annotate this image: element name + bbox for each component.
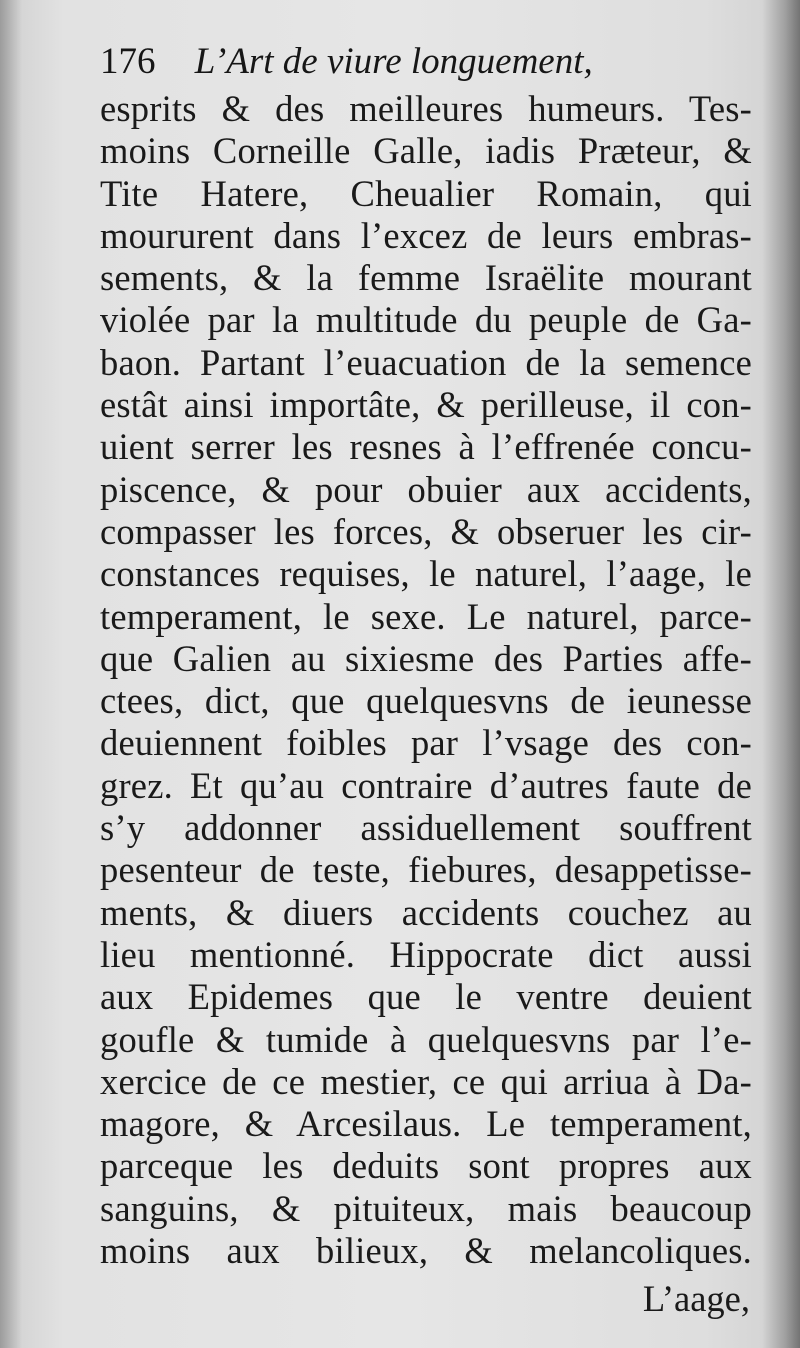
text-line: s’y addonner assiduellement souffrent	[100, 807, 752, 849]
body-text	[100, 88, 752, 1272]
text-line: Tite Hatere, Cheualier Romain, qui	[100, 172, 752, 214]
text-line: pesenteur de teste, fiebures, desappetisse-	[100, 849, 752, 891]
text-line: magore, & Arcesilaus. Le temperament,	[100, 1103, 752, 1145]
catchword: L’aage,	[642, 1278, 750, 1319]
text-line: deuiennent foibles par l’vsage des con-	[100, 722, 752, 764]
text-line: xercice de ce mestier, ce qui arriua à Da-	[100, 1060, 752, 1102]
text-line: goufle & tumide à quelquesvns par l’e-	[100, 1018, 752, 1060]
text-line: moins Corneille Galle, iadis Præteur, &	[100, 130, 752, 172]
text-line: grez. Et qu’au contraire d’autres faute de	[100, 764, 752, 806]
text-line: lieu mentionné. Hippocrate dict aussi	[100, 933, 752, 975]
running-header	[100, 36, 760, 88]
text-line: temperament, le sexe. Le naturel, parce-	[100, 595, 752, 637]
text-line: moins aux bilieux, & melancoliques.	[100, 1230, 752, 1272]
text-line: constances requises, le naturel, l’aage, le	[100, 553, 752, 595]
text-line: ments, & diuers accidents couchez au	[100, 891, 752, 933]
page-number: 176	[100, 41, 156, 82]
text-line: sements, & la femme Israëlite mourant	[100, 257, 752, 299]
text-line: ctees, dict, que quelquesvns de ieunesse	[100, 680, 752, 722]
text-line: piscence, & pour obuier aux accidents,	[100, 468, 752, 510]
text-line: aux Epidemes que le ventre deuient	[100, 976, 752, 1018]
text-line: estât ainsi importâte, & perilleuse, il con-	[100, 384, 752, 426]
page-gutter-shadow	[0, 0, 22, 1348]
text-line: violée par la multitude du peuple de Ga-	[100, 299, 752, 341]
text-line: sanguins, & pituiteux, mais beaucoup	[100, 1187, 752, 1229]
text-line: compasser les forces, & obseruer les cir-	[100, 510, 752, 552]
text-line: uient serrer les resnes à l’effrenée concu-	[100, 426, 752, 468]
text-line: moururent dans l’excez de leurs embras-	[100, 214, 752, 256]
text-line: que Galien au sixiesme des Parties affe-	[100, 637, 752, 679]
text-line: esprits & des meilleures humeurs. Tes-	[100, 88, 752, 129]
text-line: baon. Partant l’euacuation de la semence	[100, 341, 752, 383]
text-line: parceque les deduits sont propres aux	[100, 1145, 752, 1187]
page-edge-shadow	[762, 0, 800, 1348]
running-title: L’Art de viure longuement,	[194, 41, 593, 82]
